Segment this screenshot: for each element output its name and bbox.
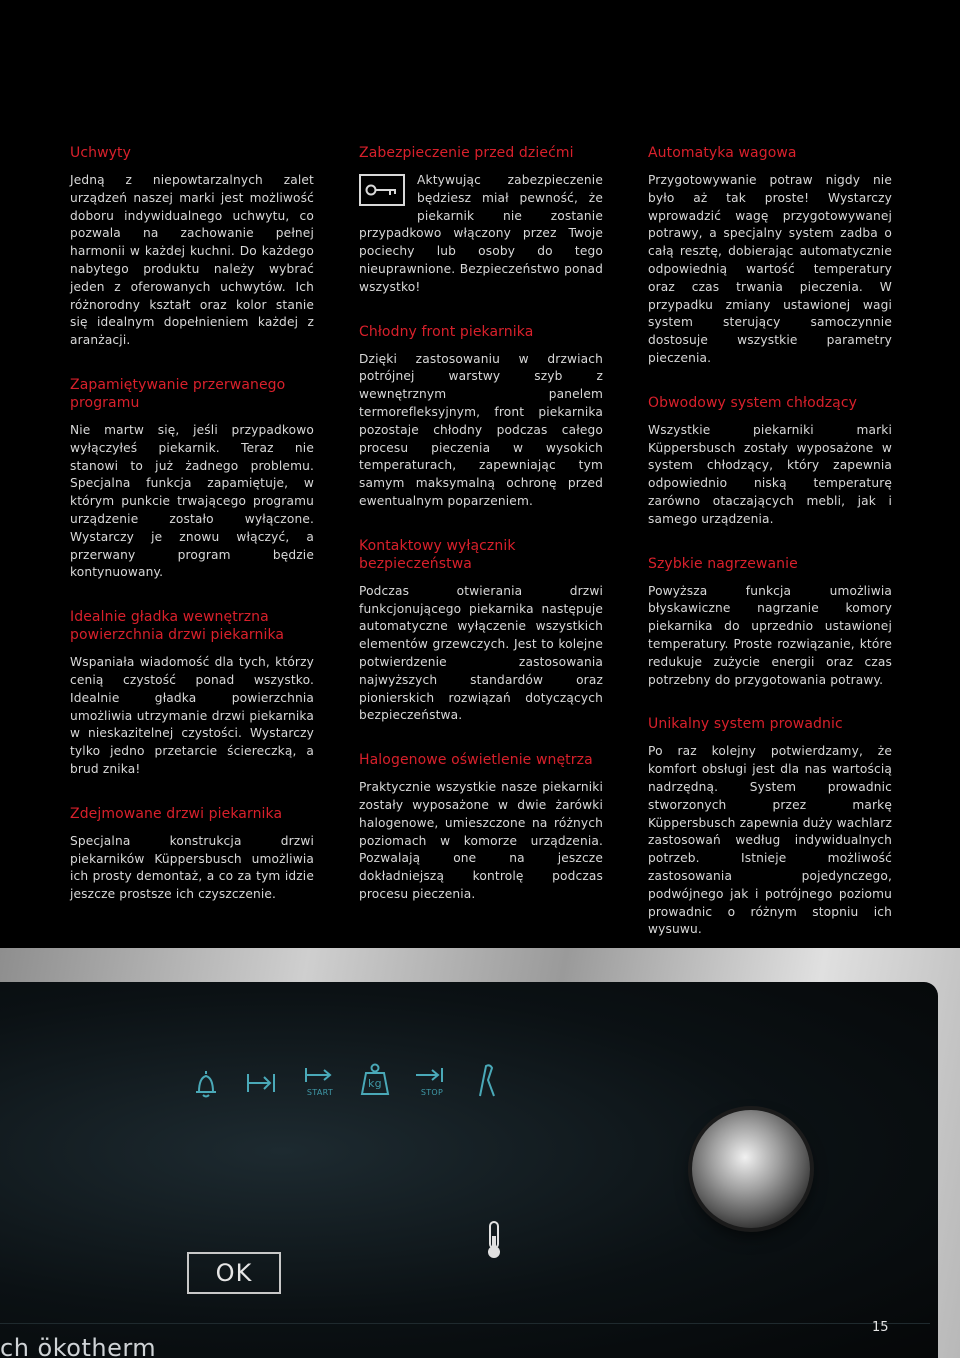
section-auto-weight xyxy=(648,144,892,368)
section-removable-door xyxy=(70,805,314,904)
section-title: Zapamiętywanie przerwanego programu xyxy=(70,376,286,411)
section-fast-heating xyxy=(648,555,892,690)
section-title: Halogenowe oświetlenie wnętrza xyxy=(359,752,593,769)
glass-panel xyxy=(0,982,938,1358)
section-body: Nie martw się, jeśli przypadkowo wyłączyłeś piekarnik. Teraz nie stanowi to już żadnego problemu. Specjalna funkcja zapamiętuje, w którym punkcie trwającego programu urządzenie zostało wyłączone. Wystarczy je znowu włączyć, a przerwany program będzie kontynuowany. xyxy=(70,422,314,580)
duration-icon xyxy=(246,1070,278,1100)
oven-control-panel-photo xyxy=(0,948,960,1358)
section-body: Wszystkie piekarniki marki Küppersbusch zostały wyposażone w system chłodzący, który zapewnia odpowiednio niską temperaturę zarówno otaczających mebli, jak i samego urządzenia. xyxy=(648,422,892,526)
section-title: Uchwyty xyxy=(70,145,132,161)
key-icon xyxy=(359,174,405,206)
section-cooling-system xyxy=(648,394,892,529)
section-body: Specjalna konstrukcja drzwi piekarników Küppersbusch umożliwia ich prosty demontaż, a co za tym idzie jeszcze prostsze ich czyszczenie. xyxy=(70,833,314,902)
section-title: Idealnie gładka wewnętrzna powierzchnia drzwi piekarnika xyxy=(70,609,285,644)
section-title: Kontaktowy wyłącznik bezpieczeństwa xyxy=(359,537,516,572)
stop-label: STOP xyxy=(420,1088,444,1097)
section-body: Dzięki zastosowaniu w drzwiach potrójnej warstwy szyb z wewnętrznym panelem termorefleksyjnym, front piekarnika pozostaje chłodny podczas całego procesu pieczenia w wysokich temperaturach, zapewniając tym samym maksymalną ochronę przed ewentualnym poparzeniem. xyxy=(359,351,603,508)
section-smooth-door xyxy=(70,608,314,779)
column-left xyxy=(70,144,314,930)
section-title: Chłodny front piekarnika xyxy=(359,323,534,340)
section-body: Praktycznie wszystkie nasze piekarniki zostały wyposażone w dwie żarówki halogenowe, umieszczone na różnych poziomach w komorze urządzenia. Pozwalają one na jeszcze dokładniejszą kontrolę podczas procesu pieczenia. xyxy=(359,780,603,901)
thermometer-icon xyxy=(484,1220,504,1264)
start-icon xyxy=(300,1066,340,1097)
section-title: Obwodowy system chłodzący xyxy=(648,394,858,411)
start-label: START xyxy=(306,1088,334,1097)
section-program-memory xyxy=(70,376,314,582)
section-body: Podczas otwierania drzwi funkcjonującego piekarnika następuje automatyczne wyłączenie wszystkich elementów grzewczych. Jest to kolejne potwierdzenie zastosowania najwyższych standardów oraz pionierskich rozwiązań dotyczących bezpieczeństwa. xyxy=(359,583,603,723)
section-title: Unikalny system prowadnic xyxy=(648,716,843,733)
section-title: Zabezpieczenie przed dziećmi xyxy=(359,145,574,161)
section-body: Po raz kolejny potwierdzamy, że komfort obsługi jest dla nas wartością nadrzędną. System prowadnic stworzonych przez markę Küppersbusch zapewnia duży wachlarz zastosowań według indywidualnych potrzeb. Istnieje możliwość zastosowania pojedynczego, podwójnego jak i potrójnego poziomu prowadnic o różnym stopniu ich wysuwu. xyxy=(648,744,892,937)
section-handles xyxy=(70,144,314,350)
section-rail-system xyxy=(648,715,892,939)
section-safety-switch xyxy=(359,537,603,725)
weight-icon xyxy=(358,1062,392,1100)
bell-icon xyxy=(190,1068,222,1104)
section-body: Wspaniała wiadomość dla tych, którzy cenią czystość ponad wszystko. Idealnie gładka powierzchnia umożliwia utrzymanie drzwi piekarnika w nieskazitelnej czystości. Wystarczy tylko jedno przetarcie ściereczką, a brud znika! xyxy=(70,655,314,776)
weight-label: kg xyxy=(368,1077,382,1090)
section-body: Jedną z niepowtarzalnych zalet urządzeń naszej marki jest możliwość doboru indywidualnego uchwytu, co pozwala na zachowanie pełnej harmonii w każdej kuchni. Do każdego nabytego produktu należy wybrać jeden z oferowanych uchwytów. Ich różnorodny kształt oraz kolor stanie się idealnym dopełnieniem każdej z aranżacji. xyxy=(70,173,314,348)
section-title: Szybkie nagrzewanie xyxy=(648,555,798,572)
brand-logo-text: ch ökotherm xyxy=(0,1334,157,1358)
ok-button: OK xyxy=(187,1252,281,1294)
column-right xyxy=(648,144,892,965)
probe-icon xyxy=(472,1062,500,1102)
section-title: Automatyka wagowa xyxy=(648,145,797,161)
section-body: Przygotowywanie potraw nigdy nie było aż tak proste! Wystarczy wprowadzić wagę przygotowywanej potrawy, a specjalny system zadba o całą resztę, dobierając automatycznie odpowiednią wartość temperatury oraz czas trwania pieczenia. W przypadku zmiany ustawionej wagi system sterujący samoczynnie dostosuje wszystkie parametry pieczenia. xyxy=(648,173,892,365)
stop-icon xyxy=(412,1066,452,1097)
section-body: Powyższa funkcja umożliwia błyskawiczne nagrzanie komory piekarnika do uprzednio ustawionej temperatury. Proste rozwiązanie, które redukuje zużycie energii oraz czas potrzebny do przygotowania potrawy. xyxy=(648,583,892,687)
control-knob xyxy=(692,1110,810,1228)
section-body: Aktywując zabezpieczenie będziesz miał pewność, że piekarnik nie zostanie przypadkowo włączony przez Twoje pociechy lub osoby do tego nieuprawnione. Bezpieczeństwo ponad wszystko! xyxy=(359,173,603,294)
section-child-lock xyxy=(359,144,603,297)
column-middle xyxy=(359,144,603,930)
section-halogen-light xyxy=(359,751,603,904)
section-title: Zdejmowane drzwi piekarnika xyxy=(70,805,283,822)
page-number: 15 xyxy=(872,1320,889,1335)
section-cool-front xyxy=(359,323,603,511)
